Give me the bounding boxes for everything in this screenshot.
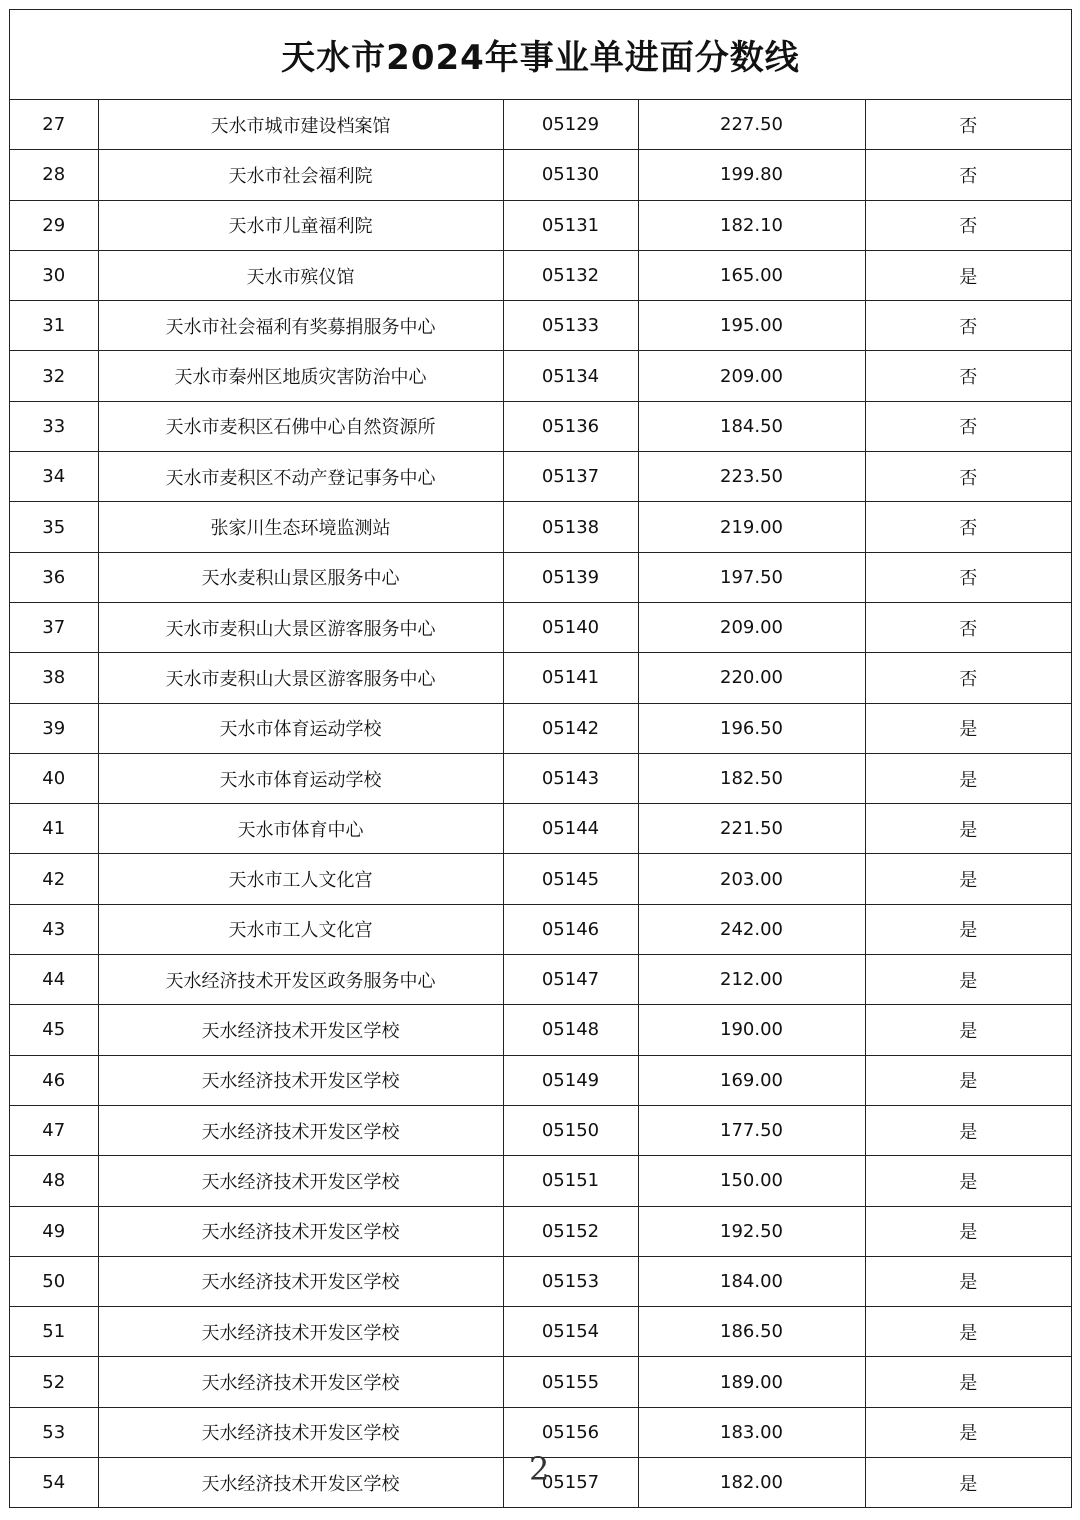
unit-name-cell: 天水经济技术开发区学校 [98,1055,503,1105]
unit-name-cell: 天水经济技术开发区学校 [98,1206,503,1256]
flag-value-cell: 是 [865,1307,1071,1357]
unit-name-cell: 天水麦积山景区服务中心 [98,552,503,602]
flag-value-cell: 否 [865,502,1071,552]
unit-name-cell: 天水市体育中心 [98,804,503,854]
flag-value-cell: 是 [865,904,1071,954]
cutoff-score-cell: 182.10 [638,200,865,250]
flag-value-cell: 是 [865,703,1071,753]
row-index-cell: 52 [10,1357,98,1407]
unit-name-cell: 天水市秦州区地质灾害防治中心 [98,351,503,401]
position-code-cell: 05130 [503,150,638,200]
cutoff-score-cell: 186.50 [638,1307,865,1357]
table-row [10,1357,1071,1407]
row-index-cell: 43 [10,904,98,954]
unit-name-cell: 天水经济技术开发区学校 [98,1005,503,1055]
flag-value-cell: 否 [865,200,1071,250]
flag-value-cell: 是 [865,854,1071,904]
table-row [10,301,1071,351]
row-index-cell: 29 [10,200,98,250]
cutoff-score-cell: 197.50 [638,552,865,602]
cutoff-score-cell: 189.00 [638,1357,865,1407]
table-row [10,955,1071,1005]
unit-name-cell: 天水市城市建设档案馆 [98,100,503,150]
table-row [10,401,1071,451]
flag-value-cell: 否 [865,552,1071,602]
cutoff-score-cell: 192.50 [638,1206,865,1256]
row-index-cell: 38 [10,653,98,703]
row-index-cell: 40 [10,753,98,803]
cutoff-score-cell: 196.50 [638,703,865,753]
position-code-cell: 05145 [503,854,638,904]
cutoff-score-cell: 203.00 [638,854,865,904]
table-row [10,1206,1071,1256]
unit-name-cell: 天水市工人文化宫 [98,904,503,954]
position-code-cell: 05136 [503,401,638,451]
table-row [10,502,1071,552]
position-code-cell: 05142 [503,703,638,753]
flag-value-cell: 是 [865,1105,1071,1155]
row-index-cell: 37 [10,602,98,652]
position-code-cell: 05154 [503,1307,638,1357]
unit-name-cell: 天水经济技术开发区学校 [98,1407,503,1457]
flag-value-cell: 否 [865,351,1071,401]
table-row [10,250,1071,300]
cutoff-score-cell: 165.00 [638,250,865,300]
cutoff-score-cell: 169.00 [638,1055,865,1105]
cutoff-score-cell: 242.00 [638,904,865,954]
cutoff-score-cell: 209.00 [638,351,865,401]
flag-value-cell: 是 [865,1407,1071,1457]
table-row [10,804,1071,854]
unit-name-cell: 天水市麦积区不动产登记事务中心 [98,452,503,502]
flag-value-cell: 是 [865,753,1071,803]
flag-value-cell: 否 [865,452,1071,502]
position-code-cell: 05147 [503,955,638,1005]
row-index-cell: 53 [10,1407,98,1457]
cutoff-score-cell: 177.50 [638,1105,865,1155]
position-code-cell: 05157 [503,1458,638,1508]
position-code-cell: 05149 [503,1055,638,1105]
unit-name-cell: 天水经济技术开发区学校 [98,1156,503,1206]
cutoff-score-cell: 221.50 [638,804,865,854]
document-title: 天水市2024年事业单进面分数线 [10,10,1071,100]
flag-value-cell: 否 [865,401,1071,451]
cutoff-score-cell: 184.50 [638,401,865,451]
table-row [10,703,1071,753]
score-sheet [9,9,1072,1508]
cutoff-score-cell: 150.00 [638,1156,865,1206]
table-row [10,904,1071,954]
position-code-cell: 05137 [503,452,638,502]
unit-name-cell: 天水市儿童福利院 [98,200,503,250]
table-row [10,602,1071,652]
table-row [10,552,1071,602]
unit-name-cell: 天水市殡仪馆 [98,250,503,300]
table-row [10,653,1071,703]
row-index-cell: 51 [10,1307,98,1357]
table-row [10,452,1071,502]
cutoff-score-cell: 182.50 [638,753,865,803]
position-code-cell: 05138 [503,502,638,552]
row-index-cell: 48 [10,1156,98,1206]
table-row [10,351,1071,401]
flag-value-cell: 是 [865,250,1071,300]
position-code-cell: 05156 [503,1407,638,1457]
row-index-cell: 45 [10,1005,98,1055]
position-code-cell: 05150 [503,1105,638,1155]
flag-value-cell: 否 [865,100,1071,150]
table-row [10,1055,1071,1105]
row-index-cell: 49 [10,1206,98,1256]
position-code-cell: 05153 [503,1256,638,1306]
position-code-cell: 05144 [503,804,638,854]
table-row [10,1256,1071,1306]
position-code-cell: 05143 [503,753,638,803]
unit-name-cell: 张家川生态环境监测站 [98,502,503,552]
row-index-cell: 44 [10,955,98,1005]
flag-value-cell: 是 [865,1055,1071,1105]
position-code-cell: 05141 [503,653,638,703]
cutoff-score-cell: 184.00 [638,1256,865,1306]
position-code-cell: 05140 [503,602,638,652]
flag-value-cell: 是 [865,1005,1071,1055]
position-code-cell: 05152 [503,1206,638,1256]
unit-name-cell: 天水市社会福利院 [98,150,503,200]
table-row [10,150,1071,200]
table-row [10,1105,1071,1155]
cutoff-score-cell: 212.00 [638,955,865,1005]
table-row [10,753,1071,803]
unit-name-cell: 天水市麦积山大景区游客服务中心 [98,653,503,703]
row-index-cell: 34 [10,452,98,502]
page-number: 2 [529,1450,550,1488]
cutoff-score-cell: 223.50 [638,452,865,502]
cutoff-score-cell: 183.00 [638,1407,865,1457]
row-index-cell: 50 [10,1256,98,1306]
flag-value-cell: 否 [865,301,1071,351]
flag-value-cell: 是 [865,1156,1071,1206]
row-index-cell: 27 [10,100,98,150]
flag-value-cell: 是 [865,1256,1071,1306]
flag-value-cell: 否 [865,150,1071,200]
cutoff-score-cell: 219.00 [638,502,865,552]
cutoff-score-cell: 190.00 [638,1005,865,1055]
flag-value-cell: 是 [865,804,1071,854]
unit-name-cell: 天水市体育运动学校 [98,753,503,803]
table-row [10,1005,1071,1055]
row-index-cell: 33 [10,401,98,451]
unit-name-cell: 天水市工人文化宫 [98,854,503,904]
position-code-cell: 05131 [503,200,638,250]
row-index-cell: 42 [10,854,98,904]
cutoff-score-cell: 220.00 [638,653,865,703]
row-index-cell: 32 [10,351,98,401]
table-row [10,200,1071,250]
flag-value-cell: 否 [865,602,1071,652]
position-code-cell: 05148 [503,1005,638,1055]
row-index-cell: 35 [10,502,98,552]
flag-value-cell: 否 [865,653,1071,703]
table-row [10,100,1071,150]
row-index-cell: 46 [10,1055,98,1105]
cutoff-score-cell: 182.00 [638,1458,865,1508]
row-index-cell: 31 [10,301,98,351]
row-index-cell: 47 [10,1105,98,1155]
table-row [10,1156,1071,1206]
unit-name-cell: 天水市麦积山大景区游客服务中心 [98,602,503,652]
position-code-cell: 05132 [503,250,638,300]
unit-name-cell: 天水市体育运动学校 [98,703,503,753]
unit-name-cell: 天水经济技术开发区学校 [98,1256,503,1306]
unit-name-cell: 天水市社会福利有奖募捐服务中心 [98,301,503,351]
row-index-cell: 54 [10,1458,98,1508]
position-code-cell: 05129 [503,100,638,150]
position-code-cell: 05139 [503,552,638,602]
flag-value-cell: 是 [865,955,1071,1005]
position-code-cell: 05151 [503,1156,638,1206]
position-code-cell: 05133 [503,301,638,351]
score-table [10,100,1071,1507]
table-row [10,1307,1071,1357]
unit-name-cell: 天水经济技术开发区学校 [98,1307,503,1357]
table-row [10,854,1071,904]
unit-name-cell: 天水经济技术开发区学校 [98,1458,503,1508]
row-index-cell: 30 [10,250,98,300]
row-index-cell: 39 [10,703,98,753]
cutoff-score-cell: 195.00 [638,301,865,351]
unit-name-cell: 天水经济技术开发区学校 [98,1105,503,1155]
row-index-cell: 41 [10,804,98,854]
unit-name-cell: 天水经济技术开发区政务服务中心 [98,955,503,1005]
position-code-cell: 05146 [503,904,638,954]
score-table-body [10,100,1071,1507]
cutoff-score-cell: 227.50 [638,100,865,150]
flag-value-cell: 是 [865,1206,1071,1256]
row-index-cell: 36 [10,552,98,602]
cutoff-score-cell: 209.00 [638,602,865,652]
row-index-cell: 28 [10,150,98,200]
unit-name-cell: 天水经济技术开发区学校 [98,1357,503,1407]
unit-name-cell: 天水市麦积区石佛中心自然资源所 [98,401,503,451]
position-code-cell: 05155 [503,1357,638,1407]
position-code-cell: 05134 [503,351,638,401]
cutoff-score-cell: 199.80 [638,150,865,200]
flag-value-cell: 是 [959,1473,978,1495]
flag-value-cell: 是 [865,1357,1071,1407]
